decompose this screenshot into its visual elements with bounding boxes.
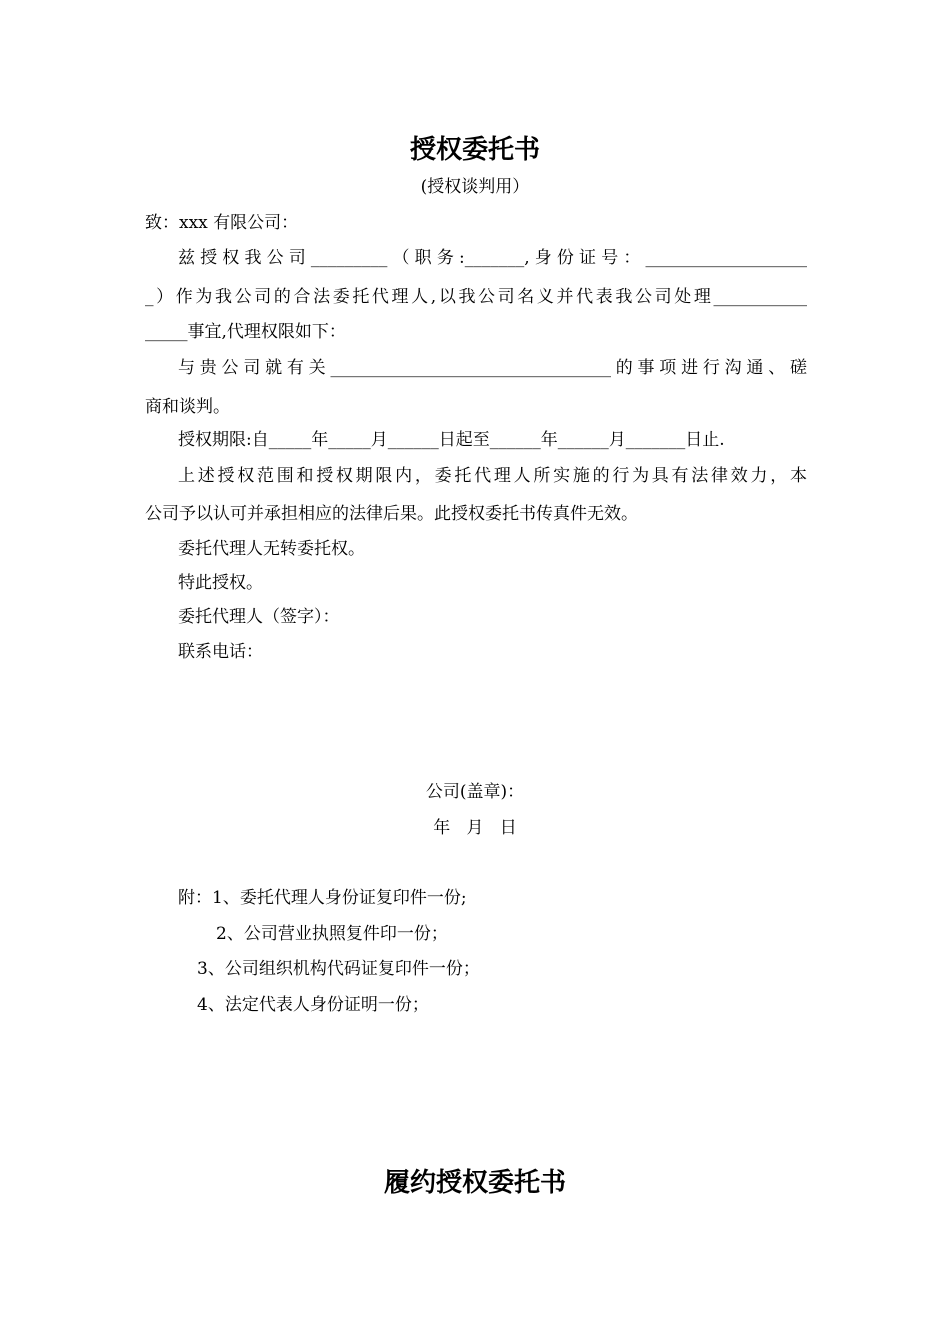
document-title: 授权委托书 bbox=[409, 135, 540, 165]
hereby-authorize-line: 特此授权。 bbox=[178, 573, 263, 593]
attachment-item: 3、公司组织机构代码证复印件一份； bbox=[197, 959, 480, 979]
attachment-item: 附：1、委托代理人身份证复印件一份; bbox=[178, 888, 467, 908]
authorization-term-line: 授权期限:自_____年_____月______日起至______年______月_______日止. bbox=[178, 430, 725, 450]
document-subtitle: (授权谈判用） bbox=[420, 177, 530, 197]
addressee-line: 致：xxx 有限公司： bbox=[145, 213, 299, 233]
scope-paragraph-line-1: 与贵公司就有关_________________________________的事项进行沟通、磋 bbox=[178, 358, 807, 378]
agent-signature-line: 委托代理人（签字）： bbox=[178, 607, 340, 627]
validity-paragraph-line-1: 上述授权范围和授权期限内，委托代理人所实施的行为具有法律效力，本 bbox=[178, 466, 807, 486]
attachment-item: 4、法定代表人身份证明一份； bbox=[197, 995, 429, 1015]
scope-paragraph-line-2: 商和谈判。 bbox=[145, 397, 230, 417]
contact-phone-line: 联系电话： bbox=[178, 642, 263, 662]
authorization-paragraph-line-3: _____事宜,代理权限如下： bbox=[145, 322, 346, 342]
attachment-item: 2、公司营业执照复件印一份； bbox=[216, 924, 448, 944]
company-seal-line: 公司(盖章)： bbox=[425, 782, 525, 802]
second-document-title: 履约授权委托书 bbox=[383, 1168, 566, 1198]
no-transfer-line: 委托代理人无转委托权。 bbox=[178, 539, 365, 559]
validity-paragraph-line-2: 公司予以认可并承担相应的法律后果。此授权委托书传真件无效。 bbox=[145, 504, 638, 524]
authorization-paragraph-line-1: 兹授权我公司_________（职务:_______,身份证号：___________________ bbox=[178, 248, 807, 268]
authorization-paragraph-line-2: _）作为我公司的合法委托代理人,以我公司名义并代表我公司处理___________ bbox=[145, 287, 807, 307]
date-line: 年 月 日 bbox=[433, 818, 517, 838]
